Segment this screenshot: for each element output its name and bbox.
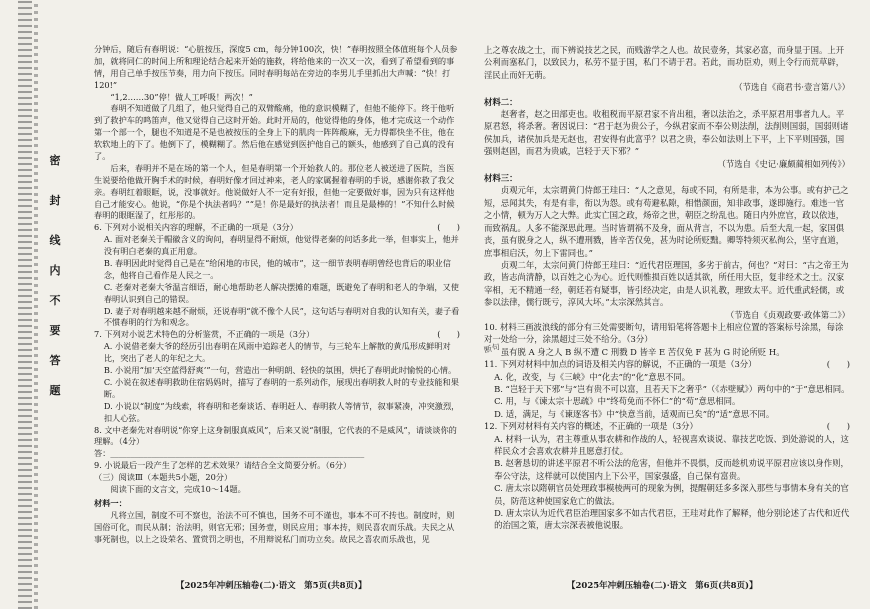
- decorative-border: [18, 0, 32, 609]
- seal-char: 题: [49, 384, 61, 397]
- seal-char: 内: [49, 264, 61, 277]
- question-7: [94, 329, 460, 341]
- story-paragraph: 春明不知道做了几组了，他只觉得自己的双臂酸痛，他的意识模糊了，但他不能停下。终于他听到了救护车的鸣笛声，他又觉得自己这时开始。此时开局的，他觉得他的身体，他才完成这一个动作第一个部一个，腿也不知道是不是也被按压的全身上下的肌肉一阵阵酸麻，无力得都快坐不住，他在软软地上的下了。他倒下了，模糊糊了。然后他在感觉到医护他自己的额头，他感到了自己真的没有了。: [94, 103, 455, 162]
- page-footer-right: 【2025年冲刺压轴卷(二)·语文 第6页(共8页)】: [567, 581, 758, 591]
- option: D. 适，满足，与《谏逐客书》中“快意当前，适观而已矣”的“适”意思不同。: [494, 408, 775, 419]
- option: D. 妻子对春明越来越不耐烦，还说春明“就不像个人民”，这句话与春明对自我的认知有关，妻子看不惯春明的行为和观念。: [103, 305, 460, 328]
- page-footer-left: 【2025年冲刺压轴卷(二)·语文 第5页(共8页)】: [176, 581, 367, 591]
- seal-char: 要: [49, 324, 61, 337]
- material-text: 凡将立国，制度不可不察也，治法不可不慎也，国务不可不谨也，事本不可不抟也。制度时，则国俗可化，而民从制；治法明，则官无邪；国务壹，则民应用；事本抟，则民喜农而乐战。夫民之从事死制也，以上之设荣名、置赏罚之明也，不用辩说私门而功立矣。故民之喜农而乐战也，见: [94, 509, 455, 544]
- option: C. 老秦对老秦大爷温言细语，耐心地帮助老人解决摆摊的难题，既避免了春明和老人的争端，又使春明认识到自己的错误。: [103, 281, 459, 304]
- question-text: 11. 下列对材料中加点的词语及相关内容的解说，不正确的一项是（3分）: [484, 359, 757, 370]
- story-paragraph: 后来，春明并不是在场的第一个人，但是春明第一个开始救人的。那位老人被送进了医院，当医生说要给他做开胸手术的时候，春明好像才回过神来，老人的家属握着春明的手说，感谢你救了我父亲。春明红着眼眶，说，没事就好。他说做好人不一定有好报，但他一定要做好事，因为只有这样他自己才能安心。他说，“你是个执法者吗？”“是！你是最好的执法者！而且是最棒的！”不知什么时候春明的眼眶湿了，红彤彤的。: [94, 162, 455, 221]
- option: C. 用，与《谏太宗十思疏》中“终苟免而不怀仁”的“苟”意思相同。: [494, 396, 741, 407]
- source-citation: （节选自《贞观政要·政体第二》）: [725, 309, 850, 320]
- material-text: 贞观元年，太宗谓黄门侍郎王珪曰：“人之意见，每或不同，有所是非，本为公事。或有护己之短，忌闻其失，有是有非，衔以为怨。或有苟避私隙，相惜颜面，知非政事，遂即施行。难违一官之小情，顿为万人之大弊。此实亡国之政，炀帝之世，朝臣之纷乱也。随日内外庶官，政以依违，而致祸乱。人多不能深思此理。当时皆谓祸不及身，面从背言，不以为患。后至大乱一起，家国俱丧，虽有脱身之人，纵不遭刑戮，皆辛苦仅免，甚为时论所贬黜。卿等特须灭私徇公，坚守直道，庶事相启沃，勿上下雷同也。”: [484, 185, 849, 258]
- material-text: 贞观二年，太宗问黄门侍郎王珪曰：“近代君臣理国，多劣于前古，何也？”对曰：“古之帝王为政，皆志尚清静，以百姓之心为心。近代则惟损百姓以适其欲，所任用大臣，复非经术之士。汉家宰相，无不精通一经，朝廷若有疑事，皆引经决定，由是人识礼教，理致太平。近代重武轻儒，或参以法律，儒行既亏，淳风大坏。”太宗深然其言。: [484, 259, 849, 308]
- seal-text: [44, 150, 74, 450]
- source-citation: （节选自《史记·廉颇蔺相如列传》）: [717, 158, 850, 169]
- material-label: 材料二：: [484, 96, 518, 107]
- answer-line[interactable]: 答：______________________________________________________________: [94, 448, 365, 459]
- option: C. 唐太宗以隋朝官员处理政事模棱两可的现象为例，提醒朝廷多多深入那些与事情本身有关的官员，防范这种使国家危亡的做法。: [494, 483, 849, 506]
- story-paragraph: 分钟后，随后有春明说：“心脏按压，深度5 cm，每分钟100次，快！”春明按照全体值班每个人员参加，就将同仁的时间上所和理论结合起来开始的施救，将给他来的一次又一次，看到了希望看到的事情，用自己单手按压节奏，用力向下按压。同时春明每站在旁边的李男儿手里抓出大声喊：“快！打120!”: [94, 44, 458, 90]
- punctuation-line: 虽有脱 A 身之人 B 纵不遭 C 刑戮 D 皆辛 E 苦仅免 F 甚为 G 时论所贬 H。: [500, 346, 785, 357]
- story-paragraph: “1,2……30”停！做人工呼吸！两次！”: [110, 91, 253, 102]
- question-8: 8. 文中老秦先对春明说“你穿上这身制服真威风”，后来又说“制服，它代表的不是威风”，请谈谈你的理解。（4分）: [94, 424, 457, 447]
- question-12: [484, 420, 850, 432]
- option: D. 小说以“制度”为线索，将春明和老秦谈话、春明赶人、春明救人等情节，叙事紧凑，冲突激烈，扣人心弦。: [103, 400, 460, 423]
- material-text: 上之尊农战之士，而下辨说技艺之民，而贱游学之人也。故民壹务，其家必富，而身显于国。上开公利而塞私门，以致民力，私劳不显于国，私门不请于君。若此，而功臣劝，则上令行而荒草辟，淫民止而奸无萌。: [484, 45, 845, 80]
- material-text: 赵奢者，赵之田部吏也。收租税而平原君家不肯出租，奢以法治之，杀平原君用事者九人。平原君怒，将杀奢。奢因说曰：“君于赵为贵公子，今纵君家而不奉公则法削，法削则国弱，国弱则诸侯加兵，诸侯加兵是无赵也，君安得有此富乎？以君之贵，奉公如法则上下平，上下平则国强，国强则赵固，而君为贵戚，岂轻于天下邪？”: [484, 109, 849, 157]
- option: D. 唐太宗认为近代君臣治理国家多不如古代君臣，王珪对此作了解释，他分别论述了古代和近代的治国之策，唐太宗深表被他说服。: [494, 508, 850, 531]
- option: A. 材料一认为，君主尊重从事农耕和作战的人，轻视喜欢谈说、靠技艺吃饭、到处游说的人，这样民众才会喜欢农耕并且愿意打仗。: [494, 433, 849, 456]
- option: B. “岂轻于天下邪”与“岂有贵不可以富，且若天下之奢乎”（《赤壁赋》）两句中的“于”意思相同。: [494, 383, 850, 394]
- answer-paren: ( ): [437, 222, 460, 233]
- material-label: 材料三：: [484, 173, 518, 184]
- seal-char: 密: [49, 154, 61, 167]
- question-6: [94, 222, 460, 234]
- right-column: [484, 44, 850, 532]
- option: A. 面对老秦关于帽徽含义的询问，春明显得不耐烦，他觉得老秦的问话多此一举，但事实上，他并没有明白老秦的真正用意。: [103, 234, 459, 257]
- seal-char: 不: [49, 294, 61, 307]
- question-text: 7. 下列对小说艺术特色的分析鉴赏，不正确的一项是（3分）: [94, 329, 315, 340]
- binding-strip: [18, 0, 64, 609]
- option: C. 小说在叙述春明救助住宿妈妈时，描写了春明的一系列动作，展现出春明救人时的专业技能和果断。: [103, 376, 459, 399]
- seal-char: 封: [49, 194, 61, 207]
- option: A. 小说借老秦大爷的经历引出春明在风雨中追踪老人的情节，与三轮车上解散的黄瓜形成鲜明对比，突出了老人的年纪之大。: [103, 341, 451, 364]
- question-10: 10. 材料三画波浪线的部分有三处需要断句，请用铅笔将答题卡上相应位置的答案标号涂黑，每涂对一处给一分，涂黑超过三处不给分。（3分）: [484, 321, 844, 345]
- source-citation: （节选自《商君书·壹言第八》）: [734, 82, 850, 93]
- seal-char: 答: [49, 354, 61, 367]
- option: A. 化，改变，与《三峡》中“化去”的“化”意思不同。: [494, 371, 691, 382]
- question-9: 9. 小说最后一段产生了怎样的艺术效果？请结合全文简要分析。（6分）: [94, 460, 352, 471]
- question-text: 6. 下列对小说相关内容的理解，不正确的一项是（3分）: [94, 222, 298, 233]
- material-label: 材料一：: [94, 497, 127, 508]
- handwritten-note: 断句: [483, 342, 501, 355]
- decorative-border-dots: [34, 0, 38, 609]
- option: B. 小说用“加‘天空蓝得舒爽’”一句，营造出一种明朗、轻快的氛围，烘托了春明此时愉悦的心情。: [103, 365, 457, 376]
- left-column: [94, 44, 460, 545]
- seal-char: 线: [49, 234, 61, 247]
- option: B. 赵奢恳切的讲述平原君不听公法的危害，但他并不畏惧，反而趁机劝说平原君应该以身作则，奉公守法，这样就可以使国内上下公平，国家强盛，自己保有富贵。: [494, 458, 849, 481]
- option: B. 春明因此时觉得自己是在“给闲地的市民，他的城市”，这一细节表明春明曾经也背后的职业信念，他将自己看作是人民之一。: [103, 258, 451, 280]
- question-11: [484, 358, 850, 370]
- question-text: 12. 下列对材料有关内容的概述，不正确的一项是（3分）: [484, 421, 698, 432]
- answer-paren: ( ): [437, 329, 460, 340]
- answer-paren: ( ): [826, 421, 850, 432]
- answer-paren: ( ): [826, 359, 850, 370]
- section-heading: （三）阅读Ⅲ（本题共5小题，20分）: [94, 472, 233, 483]
- section-instruction: 阅读下面的文言文，完成10～14题。: [110, 483, 246, 494]
